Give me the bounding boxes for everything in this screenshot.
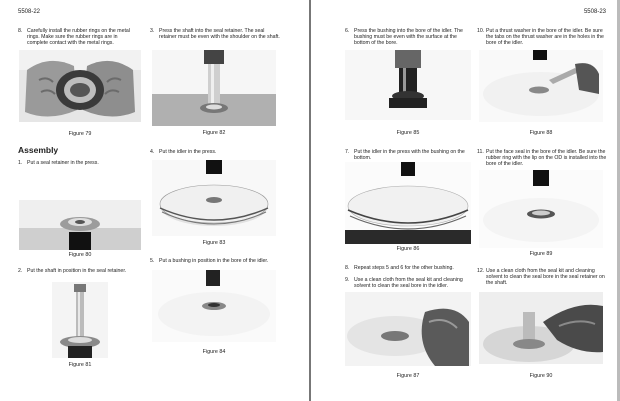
left-step-1: 1. Put a seal retainer in the press. bbox=[18, 160, 99, 166]
figure-88-photo bbox=[479, 50, 603, 122]
figure-82-caption: Figure 82 bbox=[202, 130, 226, 136]
figure-89-photo bbox=[479, 170, 603, 248]
right-step-7: 7. Put the idler in the press with the bushing on the bottom. bbox=[345, 149, 465, 162]
figure-83-caption: Figure 83 bbox=[202, 240, 226, 246]
figure-79-caption: Figure 79 bbox=[68, 131, 92, 137]
figure-87-photo bbox=[345, 292, 471, 366]
right-step-10: 10. Put a thrust washer in the bore of the idler. Be sure the tabs on the thrust washer are in the holes in the bore of the idler. bbox=[477, 28, 604, 47]
figure-86-photo bbox=[345, 162, 471, 244]
figure-81-caption: Figure 81 bbox=[68, 362, 92, 368]
figure-88-caption: Figure 88 bbox=[529, 130, 553, 136]
left-step-5: 5. Put a bushing in position in the bore of the idler. bbox=[150, 258, 269, 264]
figure-80-photo bbox=[19, 200, 141, 250]
right-page bbox=[311, 0, 620, 401]
left-step-4: 4. Put the idler in the press. bbox=[150, 149, 217, 155]
figure-86-caption: Figure 86 bbox=[396, 246, 420, 252]
right-step-12: 12. Use a clean cloth from the seal kit and cleaning solvent to clean the seal bore in the seal retainer on the shaft. bbox=[477, 268, 605, 287]
figure-90-caption: Figure 90 bbox=[529, 373, 553, 379]
right-step-6: 6. Press the bushing into the bore of the idler. The bushing must be even with the surface at the bottom of the bore. bbox=[345, 28, 463, 47]
figure-84-photo bbox=[152, 270, 276, 342]
right-step-9: 9. Use a clean cloth from the seal kit and cleaning solvent to clean the seal bore in the idler. bbox=[345, 277, 463, 290]
figure-82-photo bbox=[152, 50, 276, 126]
right-step-8: 8. Repeat steps 5 and 6 for the other bushing. bbox=[345, 265, 454, 271]
figure-89-caption: Figure 89 bbox=[529, 251, 553, 257]
figure-84-caption: Figure 84 bbox=[202, 349, 226, 355]
figure-85-caption: Figure 85 bbox=[396, 130, 420, 136]
assembly-heading: Assembly bbox=[18, 145, 59, 155]
left-step-3: 3. Press the shaft into the seal retainer. The seal retainer must be even with the shoulder on the shaft. bbox=[150, 28, 280, 41]
left-step-8: 8. Carefully install the rubber rings on the metal rings. Make sure the rubber rings are in complete contact with the metal rings. bbox=[18, 28, 130, 47]
right-page-number: 5508-23 bbox=[583, 9, 606, 15]
figure-90-photo bbox=[479, 292, 603, 364]
figure-80-caption: Figure 80 bbox=[68, 252, 92, 258]
figure-87-caption: Figure 87 bbox=[396, 373, 420, 379]
left-step-2: 2. Put the shaft in position in the seal retainer. bbox=[18, 268, 127, 274]
figure-79-photo bbox=[19, 50, 141, 122]
right-step-11: 11. Put the face seal in the bore of the idler. Be sure the rubber ring with the lip on the OD is installed into the bore of the idler. bbox=[477, 149, 607, 168]
figure-81-photo bbox=[52, 282, 108, 358]
left-page-number: 5508-22 bbox=[18, 9, 41, 15]
figure-83-photo bbox=[152, 160, 276, 236]
figure-85-photo bbox=[345, 50, 471, 120]
